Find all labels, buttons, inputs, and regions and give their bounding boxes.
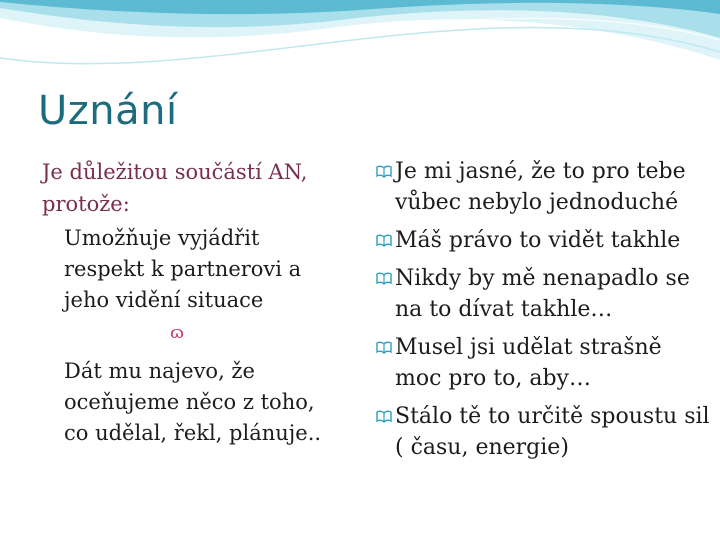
book-bullet-icon: [376, 340, 392, 354]
header-wave-decoration: [0, 0, 720, 80]
divider-glyph-icon: ɷ: [170, 323, 184, 343]
bullet-item: [352, 263, 712, 325]
bullet-item: [352, 156, 712, 218]
bullet-text: Nikdy by mě nenapadlo se na to dívat takhle…: [395, 266, 690, 322]
left-item-appreciation: Dát mu najevo, že oceňujeme něco z toho, co udělal, řekl, plánuje..: [64, 359, 322, 445]
book-bullet-icon: [376, 164, 392, 178]
left-column: [42, 156, 342, 449]
left-intro-text: Je důležitou součástí AN, protože:: [42, 160, 308, 216]
bullet-item: [352, 225, 712, 256]
book-bullet-icon: [376, 233, 392, 247]
bullet-text: Máš právo to vidět takhle: [395, 228, 681, 253]
slide-title: Uznání: [38, 88, 178, 134]
book-bullet-icon: [376, 409, 392, 423]
right-column: [352, 156, 712, 470]
bullet-item: [352, 332, 712, 394]
bullet-text: Musel jsi udělat strašně moc pro to, aby…: [395, 335, 662, 391]
bullet-text: Je mi jasné, že to pro tebe vůbec nebylo jednoduché: [395, 159, 686, 215]
book-bullet-icon: [376, 271, 392, 285]
bullet-text: Stálo tě to určitě spoustu sil ( času, energie): [395, 404, 710, 460]
bullet-item: [352, 401, 712, 463]
left-item-respect: Umožňuje vyjádřit respekt k partnerovi a jeho vidění situace: [64, 226, 302, 312]
